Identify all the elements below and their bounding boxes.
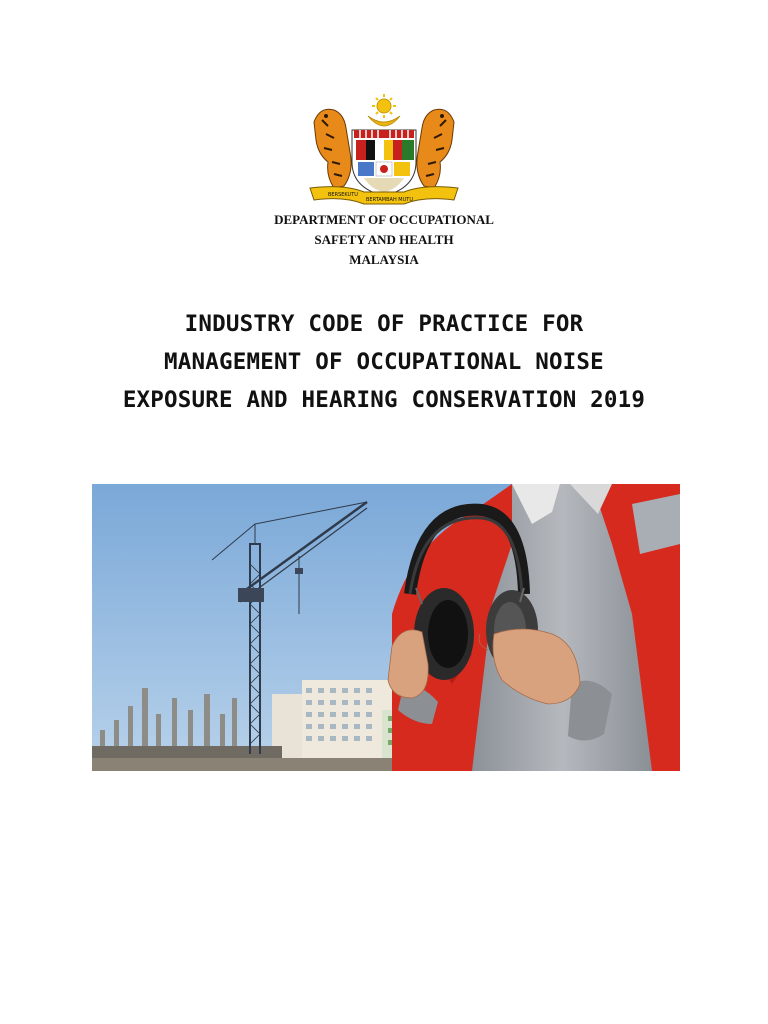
cover-photo	[92, 484, 680, 771]
title-line-1: INDUSTRY CODE OF PRACTICE FOR	[184, 311, 584, 337]
motto-right-text: BERTAMBAH MUTU	[366, 197, 413, 203]
sun-icon	[372, 94, 396, 118]
motto-left-text: BERSEKUTU	[328, 192, 358, 198]
title-line-3: EXPOSURE AND HEARING CONSERVATION 2019	[122, 387, 646, 413]
right-tiger-icon	[417, 109, 454, 188]
department-line-3: MALAYSIA	[349, 252, 419, 267]
coat-of-arms-logo	[304, 92, 464, 210]
department-line-1: DEPARTMENT OF OCCUPATIONAL	[274, 212, 494, 227]
title-line-2: MANAGEMENT OF OCCUPATIONAL NOISE	[164, 349, 604, 375]
document-title	[0, 305, 768, 419]
department-line-2: SAFETY AND HEALTH	[314, 232, 454, 247]
left-tiger-icon	[314, 109, 351, 188]
shield-icon	[352, 130, 416, 196]
department-heading	[0, 210, 768, 270]
